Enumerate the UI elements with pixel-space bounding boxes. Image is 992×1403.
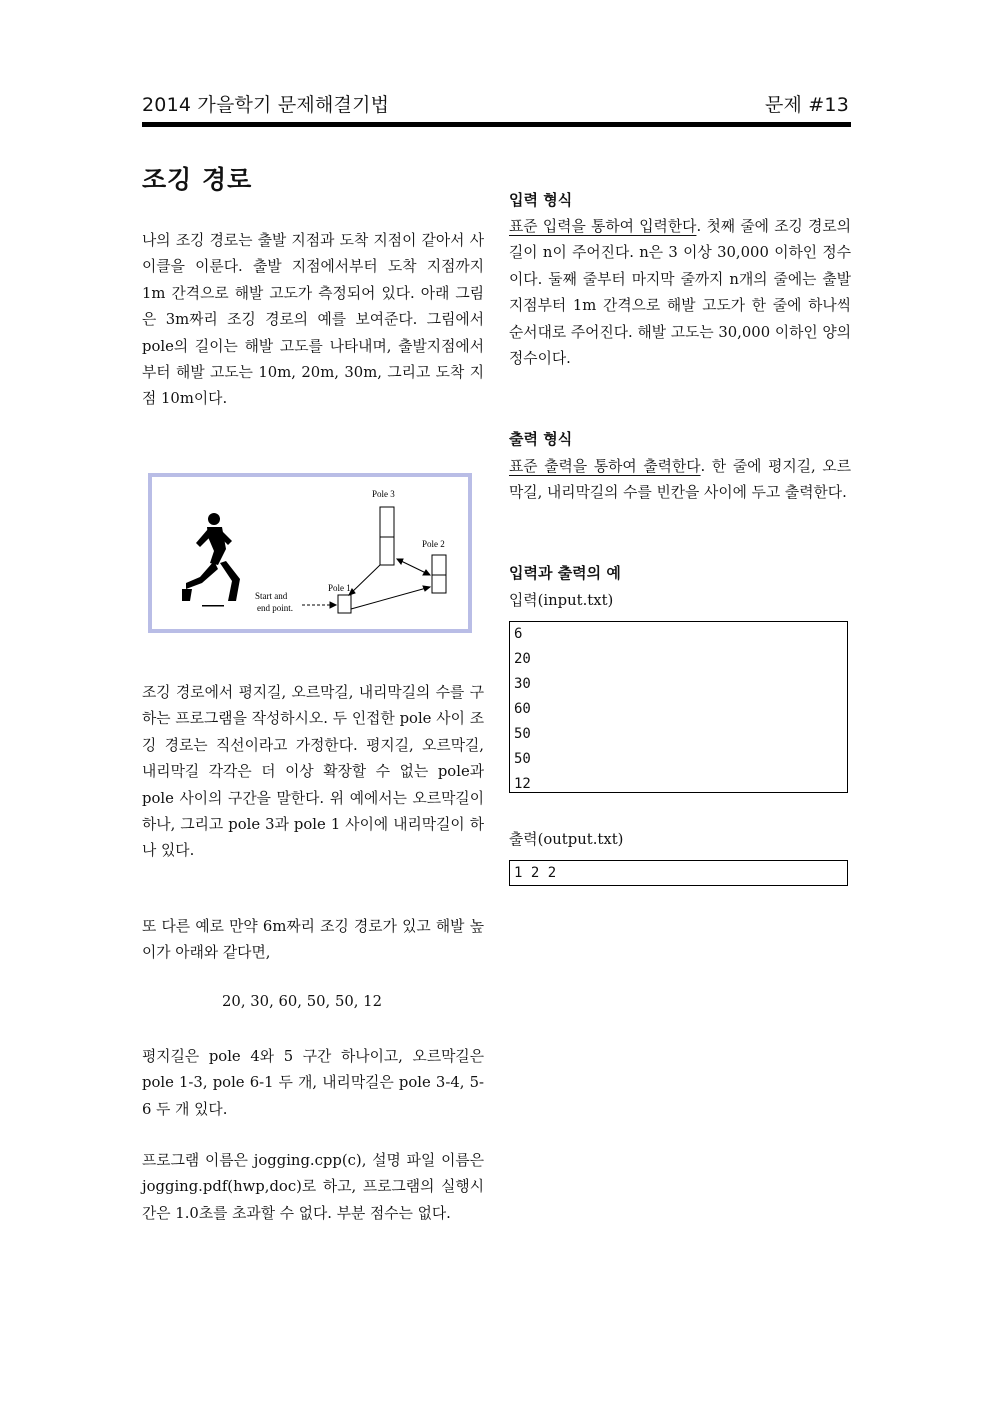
output-file-label: 출력(output.txt) <box>509 831 624 848</box>
pole-2-stack <box>432 555 446 593</box>
runner-icon <box>182 513 240 607</box>
path-arrows <box>302 559 430 609</box>
input-line: 50 <box>514 751 531 767</box>
course-title: 2014 가을학기 문제해결기법 <box>142 94 390 116</box>
intro-paragraph <box>142 228 484 413</box>
input-file-label: 입력(input.txt) <box>509 592 614 609</box>
output-sample-box <box>509 860 848 886</box>
input-format-text: . 첫째 줄에 조깅 경로의 길이 n이 주어진다. n은 3 이상 30,000 이하인 정수이다. 둘째 줄부터 마지막 줄까지 n개의 줄에는 출발 지점부터 1m 간격으로 해발 고도가 한 줄에 하나씩 순서대로 주어진다. 해발 고도는 30,000 이하인 양의 정수이다. <box>509 218 851 368</box>
output-format-underlined: 표준 출력을 통하여 출력한다 <box>509 458 701 475</box>
page-title: 조깅 경로 <box>142 165 253 194</box>
pole-1-label: Pole 1 <box>328 583 351 593</box>
input-format-underlined: 표준 입력을 통하여 입력한다 <box>509 218 697 235</box>
output-format-heading: 출력 형식 <box>509 430 573 448</box>
input-sample-box <box>509 621 848 793</box>
example-result-paragraph <box>142 1044 484 1123</box>
input-format-paragraph <box>509 214 851 372</box>
problem-number: 문제 #13 <box>764 94 849 116</box>
input-line: 6 <box>514 626 523 642</box>
program-info-text: 프로그램 이름은 jogging.cpp(c), 설명 파일 이름은 jogging.pdf(hwp,doc)로 하고, 프로그램의 실행시간은 1.0초를 초과할 수 없다. 부분 점수는 없다. <box>142 1152 484 1222</box>
output-format-paragraph <box>509 454 851 507</box>
example-result-text: 평지길은 pole 4와 5 구간 하나이고, 오르막길은 pole 1-3, pole 6-1 두 개, 내리막길은 pole 3-4, 5-6 두 개 있다. <box>142 1048 484 1118</box>
output-line: 1 2 2 <box>514 865 557 881</box>
program-info-paragraph <box>142 1148 484 1227</box>
example-intro-paragraph <box>142 914 484 967</box>
input-line: 30 <box>514 676 531 692</box>
task-paragraph <box>142 680 484 865</box>
start-label-1: Start and <box>255 591 288 601</box>
jogging-figure <box>148 473 472 633</box>
pole-2-label: Pole 2 <box>422 539 445 549</box>
example-values: 20, 30, 60, 50, 50, 12 <box>222 993 383 1010</box>
pole-3-label: Pole 3 <box>372 489 395 499</box>
intro-text: 나의 조깅 경로는 출발 지점과 도착 지점이 같아서 사이클을 이룬다. 출발 지점에서부터 도착 지점까지 1m 간격으로 해발 고도가 측정되어 있다. 아래 그림은 3m짜리 조깅 경로의 예를 보여준다. 그림에서 pole의 길이는 해발 고도를 나타내며, 출발지점에서부터 해발 고도는 10m, 20m, 30m, 그리고 도착 지점 10m이다. <box>142 232 484 408</box>
input-line: 60 <box>514 701 531 717</box>
task-text: 조깅 경로에서 평지길, 오르막길, 내리막길의 수를 구하는 프로그램을 작성하시오. 두 인접한 pole 사이 조깅 경로는 직선이라고 가정한다. 평지길, 오르막길, 내리막길 각각은 더 이상 확장할 수 없는 pole과 pole 사이의 구간을 말한다. 위 예에서는 오르막길이 하나, 그리고 pole 3과 pole 1 사이에 내리막길이 하나 있다. <box>142 684 484 860</box>
pole-3-stack <box>380 507 394 565</box>
output-format-text: . 한 줄에 평지길, 오르막길, 내리막길의 수를 빈칸을 사이에 두고 출력한다. <box>509 458 851 502</box>
input-line: 20 <box>514 651 531 667</box>
input-line: 12 <box>514 776 531 792</box>
input-line: 50 <box>514 726 531 742</box>
page-header <box>142 88 851 127</box>
input-format-heading: 입력 형식 <box>509 191 573 209</box>
example-intro-text: 또 다른 예로 만약 6m짜리 조깅 경로가 있고 해발 높이가 아래와 같다면, <box>142 918 484 962</box>
pole-1-box <box>338 595 351 613</box>
jogging-diagram <box>152 477 468 629</box>
io-example-heading: 입력과 출력의 예 <box>509 564 621 582</box>
start-label-2: end point. <box>257 603 293 613</box>
